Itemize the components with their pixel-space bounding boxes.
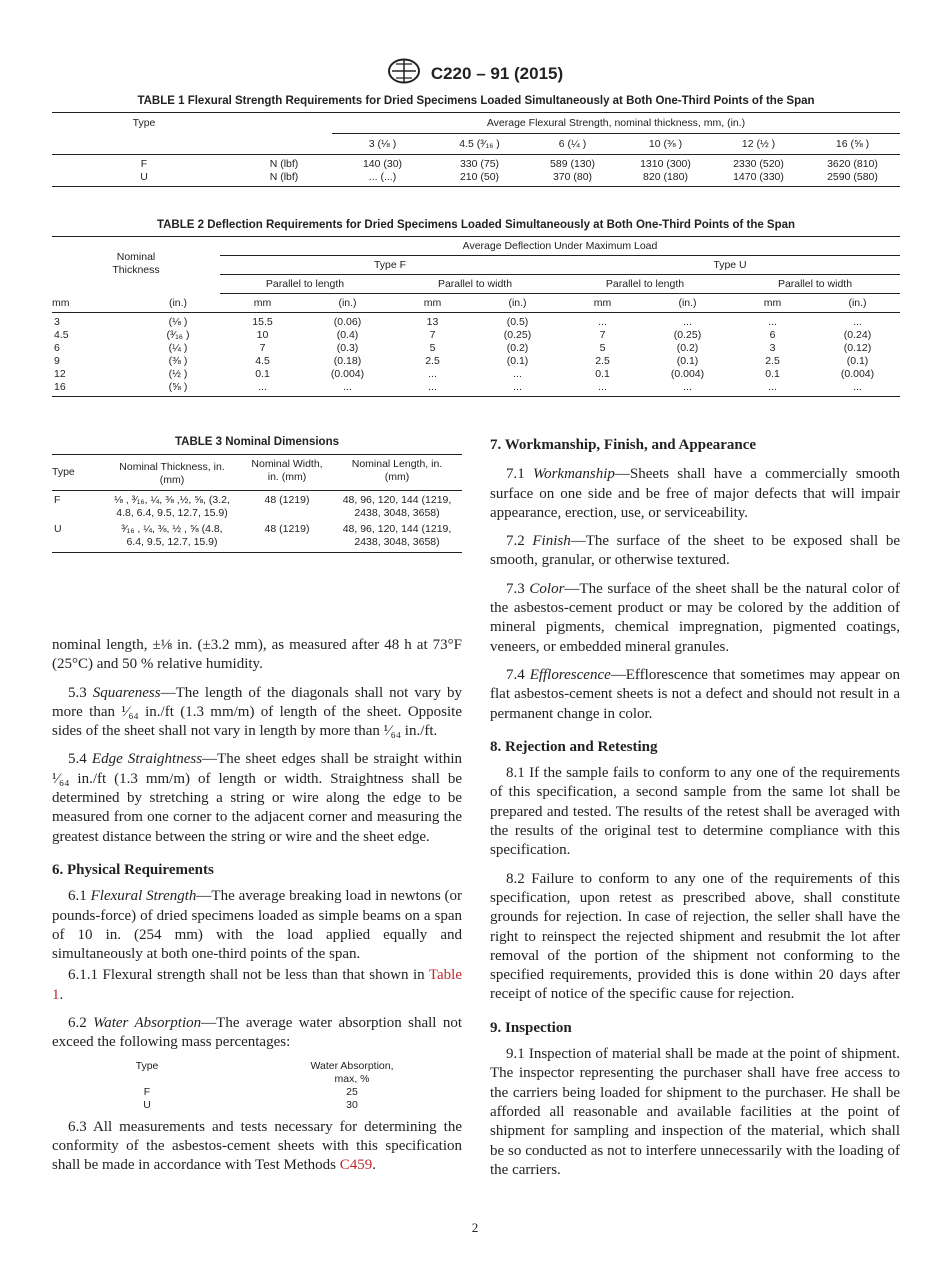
- table-cell: ...: [258, 381, 267, 393]
- table-cell: 6: [769, 329, 776, 341]
- table-cell: 3: [769, 342, 776, 354]
- nominal-thickness-header: Nominal Thickness: [112, 251, 160, 276]
- table-cell: 2.5: [425, 355, 440, 367]
- table-cell: 48, 96, 120, 144 (1219, 2438, 3048, 3658): [342, 494, 452, 519]
- unit-header: mm: [763, 297, 782, 309]
- table-row: [52, 155, 900, 172]
- table-cell: 4.5: [54, 329, 69, 341]
- table-1-thickness: 6 (¼ ): [558, 138, 587, 150]
- table-cell: (0.1): [846, 355, 869, 367]
- section-term: Squareness: [92, 684, 161, 701]
- table-3-header: Nominal Thickness, in. (mm): [119, 461, 225, 486]
- paragraph-5-3: [52, 684, 462, 742]
- table-cell: 3: [54, 316, 60, 328]
- table-cell: ...: [683, 316, 692, 328]
- table-cell: (0.2): [506, 342, 529, 354]
- table-cell: (½ ): [168, 368, 188, 380]
- table-cell: F: [143, 1085, 151, 1098]
- table-cell: 5: [429, 342, 436, 354]
- table-cell: 3620 (810): [827, 158, 878, 170]
- unit-header: mm: [423, 297, 442, 309]
- table-cell: 13: [426, 316, 439, 328]
- table-cell: (0.004): [840, 368, 875, 380]
- table-cell: ...: [343, 381, 352, 393]
- table-cell: 12: [54, 368, 66, 380]
- paragraph-text: —The surface of the sheet shall be the natural color of the asbestos-cement product or may be colored by the addition of mineral pigments, chemical impregnation, pigmented coatings, veneers, or embedded mineral granules.: [490, 580, 900, 655]
- table-cell: 0.1: [255, 368, 270, 380]
- table-cell: 7: [599, 329, 606, 341]
- table-cell: (0.12): [843, 342, 872, 354]
- table-cell: ³⁄₁₆ , ¼, ⅜, ½ , ⅝ (4.8, 6.4, 9.5, 12.7, 15.9): [121, 523, 223, 548]
- section-number: 7.2: [506, 533, 525, 550]
- paragraph-8-2: 8.2 Failure to conform to any one of the requirements of this specification, upon retest as prescribed above, shall constitute grounds for rejection. In case of rejection, the seller shall have the right to reinspect the rejected shipment and resubmit the lot after removal of the portion of the shipment not conforming to the specified requirements, provided this is done within 20 days after receipt of notice of the specific cause for rejection.: [490, 870, 900, 1003]
- table-cell: 330 (75): [459, 158, 500, 170]
- section-number: 7.3: [506, 580, 525, 597]
- c459-link[interactable]: C459: [339, 1157, 373, 1174]
- paragraph-text: —The average breaking load in newtons (or pounds-force) of dried specimens loaded as simple beams on a span of 10 in. (254 mm) with the load applied equally and simultaneously at both one-third points of the span.: [52, 888, 463, 963]
- section-term: Flexural Strength: [90, 888, 197, 905]
- table-1-link[interactable]: Table 1: [52, 967, 462, 1003]
- paragraph-9-1: 9.1 Inspection of material shall be made at the point of shipment. The inspector representing the purchaser shall have free access to the carriers being loaded for shipment to the purchaser. He shall be afforded all reasonable and available facilities at the point of shipment for sampling and inspection of the material, which shall be so conducted as not to interfere unnecessarily with the loading of the carriers.: [490, 1046, 900, 1178]
- table-cell: U: [143, 1098, 151, 1111]
- section-number: 5.4: [68, 751, 87, 768]
- paragraph-text: —Efflorescence that sometimes may appear on flat asbestos-cement sheets is not a defect and should not result in a permanent change in color.: [490, 666, 901, 722]
- unit-header: mm: [253, 297, 272, 309]
- table-3-header: Type: [52, 466, 75, 478]
- punctuation: .: [59, 986, 64, 1003]
- table-cell: (⅜ ): [168, 355, 188, 367]
- table-row: [52, 368, 900, 381]
- table-cell: 5: [599, 342, 606, 354]
- table-cell: (0.25): [503, 329, 532, 341]
- table-cell: 9: [54, 355, 60, 367]
- table-cell: ...: [513, 368, 522, 380]
- table-cell: 820 (180): [643, 171, 688, 183]
- table-cell: 25: [346, 1085, 358, 1098]
- table-cell: ...: [853, 316, 862, 328]
- table-cell: 370 (80): [552, 171, 593, 183]
- paragraph-8-1: 8.1 If the sample fails to conform to any one of the requirements of this specification, a second sample from the same lot shall be prepared and tested. The results of the retest shall be averaged with the results of the original test to determine compliance with this specification.: [490, 765, 900, 859]
- section-term: Color: [529, 580, 565, 597]
- table-1: [52, 95, 900, 187]
- table-cell: N (lbf): [269, 158, 299, 170]
- table-cell: (0.1): [506, 355, 529, 367]
- section-number: 7.4: [506, 666, 525, 683]
- table-2-title: TABLE 2 Deflection Requirements for Dried Specimens Loaded Simultaneously at Both One-Third Points of the Span: [156, 219, 796, 231]
- paragraph-text: —Sheets shall have a commercially smooth surface on one side and be free of major defects that will impair appearance, erection, use, or serviceability.: [490, 466, 900, 521]
- table-3-header: Nominal Width, in. (mm): [251, 458, 323, 483]
- water-absorption-table: [52, 1060, 462, 1112]
- table-cell: 16: [54, 381, 66, 393]
- table-cell: (0.4): [336, 329, 359, 341]
- section-6-heading: 6. Physical Requirements: [52, 861, 214, 878]
- table-cell: 30: [346, 1098, 358, 1111]
- table-row: [52, 171, 900, 187]
- section-term: Finish: [532, 533, 571, 550]
- table-cell: ...: [598, 316, 607, 328]
- type-u-header: Type U: [560, 256, 900, 275]
- table-cell: 1470 (330): [733, 171, 784, 183]
- paragraph-7-4: [490, 666, 900, 724]
- table-cell: ...: [768, 381, 777, 393]
- section-term: Workmanship: [532, 466, 615, 483]
- table-cell: ...: [513, 381, 522, 393]
- table-cell: F: [140, 158, 148, 170]
- table-cell: 2590 (580): [827, 171, 878, 183]
- section-number: 5.3: [68, 684, 87, 701]
- table-cell: ...: [428, 368, 437, 380]
- unit-header: (in.): [168, 296, 188, 309]
- table-row: [52, 1086, 462, 1099]
- unit-header: (in.): [848, 297, 867, 309]
- table-cell: (⅝ ): [168, 381, 188, 393]
- paragraph-text: —The average water absorption shall not exceed the following mass percentages:: [52, 1015, 462, 1051]
- table-cell: (0.004): [330, 368, 365, 380]
- table-1-thickness: 3 (⅛ ): [368, 138, 397, 150]
- table-cell: (0.004): [670, 368, 705, 380]
- type-f-header: Type F: [220, 256, 560, 275]
- table-cell: 10: [256, 329, 269, 341]
- paragraph-text: —The sheet edges shall be straight within ¹⁄₆₄ in./ft (1.3 mm/m) of length or width. Straightness shall be determined by stretching a string or wire along the edge to be measured from one corner to the adjacent corner and measuring the greatest distance between the string or wire and the sheet edge.: [52, 751, 463, 845]
- section-7-heading: 7. Workmanship, Finish, and Appearance: [490, 437, 757, 453]
- parallel-width-header: Parallel to width: [730, 275, 900, 294]
- section-8-heading: 8. Rejection and Retesting: [490, 738, 658, 755]
- paragraph-5-4: [52, 750, 462, 846]
- table-1-group-header: Average Flexural Strength, nominal thickness, mm, (in.): [332, 113, 900, 134]
- section-term: Edge Straightness: [91, 751, 203, 768]
- paragraph-text: 6.1.1 Flexural strength shall not be less than that shown in: [68, 967, 425, 984]
- table-cell: ⅛ , ³⁄₁₆, ¼, ⅜ ,½, ⅝, (3.2, 4.8, 6.4, 9.5, 12.7, 15.9): [114, 494, 230, 519]
- table-1-thickness: 16 (⅝ ): [835, 138, 870, 150]
- table-cell: (0.24): [843, 329, 872, 341]
- section-number: 7.1: [506, 466, 525, 483]
- paragraph-text: —The length of the diagonals shall not vary by more than ¹⁄₆₄ in./ft (1.3 mm/m) of length of the sheet. Opposite sides of the sheet shall not vary in length by more than ¹⁄₆₄ in./ft.: [52, 684, 463, 740]
- table-cell: ... (...): [368, 171, 397, 183]
- table-cell: 4.5: [255, 355, 270, 367]
- table-cell: 48 (1219): [264, 523, 310, 535]
- table-1-thickness: 12 (½ ): [741, 138, 776, 150]
- table-2: [52, 219, 900, 397]
- table-cell: 7: [259, 342, 266, 354]
- table-cell: 48, 96, 120, 144 (1219, 2438, 3048, 3658): [342, 523, 452, 548]
- unit-header: (in.): [678, 297, 697, 309]
- table-cell: 15.5: [252, 316, 273, 328]
- table-cell: (0.06): [333, 316, 362, 328]
- table-1-thickness: 4.5 (³⁄₁₆ ): [459, 138, 500, 150]
- table-1-title: TABLE 1 Flexural Strength Requirements for Dried Specimens Loaded Simultaneously at Both One-Third Points of the Span: [137, 95, 815, 107]
- header-line: Water Absorption,: [310, 1059, 394, 1072]
- table-cell: ...: [683, 381, 692, 393]
- table-row: [52, 329, 900, 342]
- table-cell: 0.1: [765, 368, 780, 380]
- unit-header: mm: [52, 296, 70, 309]
- table-3-title: TABLE 3 Nominal Dimensions: [174, 436, 339, 448]
- astm-logo-icon: [387, 58, 421, 89]
- section-term: Efflorescence: [529, 666, 611, 683]
- table-cell: ...: [853, 381, 862, 393]
- paragraph-7-2: [490, 532, 900, 571]
- table-cell: (0.1): [676, 355, 699, 367]
- paragraph-5-2-continued: nominal length, ±⅛ in. (±3.2 mm), as measured after 48 h at 73°F (25°C) and 50 % relative humidity.: [52, 637, 462, 673]
- table-cell: ...: [768, 316, 777, 328]
- table-header: [242, 1060, 462, 1086]
- table-cell: 48 (1219): [264, 494, 310, 506]
- table-cell: ...: [428, 381, 437, 393]
- unit-header: (in.): [508, 297, 527, 309]
- right-column: [490, 436, 900, 1189]
- table-cell: 7: [429, 329, 436, 341]
- section-number: 6.2: [68, 1015, 87, 1032]
- table-row: [52, 523, 462, 553]
- table-row: [52, 342, 900, 355]
- section-term: Water Absorption: [93, 1015, 202, 1032]
- table-cell: 589 (130): [550, 158, 595, 170]
- table-header: Type: [135, 1059, 159, 1072]
- table-cell: (0.3): [336, 342, 359, 354]
- table-2-group-header: Average Deflection Under Maximum Load: [220, 237, 900, 256]
- table-row: [52, 355, 900, 368]
- table-cell: 2.5: [765, 355, 780, 367]
- table-cell: U: [140, 171, 148, 183]
- table-cell: (0.18): [333, 355, 362, 367]
- paragraph-7-1: [490, 465, 900, 523]
- table-cell: N (lbf): [269, 171, 299, 183]
- left-column: [52, 636, 462, 1185]
- table-cell: (0.2): [676, 342, 699, 354]
- table-cell: (⅛ ): [168, 316, 188, 328]
- section-9-heading: 9. Inspection: [490, 1019, 572, 1036]
- table-cell: 140 (30): [362, 158, 403, 170]
- table-row: [52, 491, 462, 524]
- punctuation: .: [372, 1157, 377, 1174]
- paragraph-6-1-1: [52, 966, 462, 1005]
- table-cell: (³⁄₁₆ ): [166, 329, 190, 341]
- unit-header: mm: [593, 297, 612, 309]
- table-cell: 6: [54, 342, 60, 354]
- page-number: 2: [471, 1220, 479, 1235]
- table-3: [52, 436, 462, 553]
- parallel-length-header: Parallel to length: [220, 275, 390, 294]
- table-cell: 1310 (300): [640, 158, 691, 170]
- table-cell: (0.25): [673, 329, 702, 341]
- paragraph-7-3: [490, 580, 900, 657]
- paragraph-text: —The surface of the sheet to be exposed shall be smooth, granular, or otherwise textured.: [490, 533, 901, 569]
- parallel-width-header: Parallel to width: [390, 275, 560, 294]
- table-cell: (0.5): [506, 316, 529, 328]
- table-1-thickness: 10 (⅜ ): [648, 138, 683, 150]
- table-cell: U: [54, 523, 62, 535]
- table-1-type-header: Type: [132, 117, 156, 129]
- table-3-header: Nominal Length, in. (mm): [351, 458, 443, 483]
- paragraph-text: 6.3 All measurements and tests necessary for determining the conformity of the asbestos-cement sheets with this specification shall be made in accordance with Test Methods: [52, 1118, 462, 1174]
- parallel-length-header: Parallel to length: [560, 275, 730, 294]
- paragraph-6-3: [52, 1118, 462, 1176]
- table-row: [52, 313, 900, 330]
- table-cell: 210 (50): [459, 171, 500, 183]
- paragraph-6-1: [52, 887, 462, 964]
- table-row: [52, 381, 900, 397]
- table-cell: (¼ ): [168, 342, 188, 354]
- page-header: [0, 58, 950, 89]
- header-line: max, %: [334, 1072, 370, 1085]
- table-cell: 2330 (520): [733, 158, 784, 170]
- table-cell: ...: [598, 381, 607, 393]
- document-code: C220 – 91 (2015): [430, 63, 564, 83]
- table-cell: 2.5: [595, 355, 610, 367]
- table-cell: 0.1: [595, 368, 610, 380]
- unit-header: (in.): [338, 297, 357, 309]
- section-number: 6.1: [68, 888, 87, 905]
- table-cell: F: [54, 494, 61, 506]
- paragraph-6-2: [52, 1014, 462, 1053]
- table-row: [52, 1099, 462, 1112]
